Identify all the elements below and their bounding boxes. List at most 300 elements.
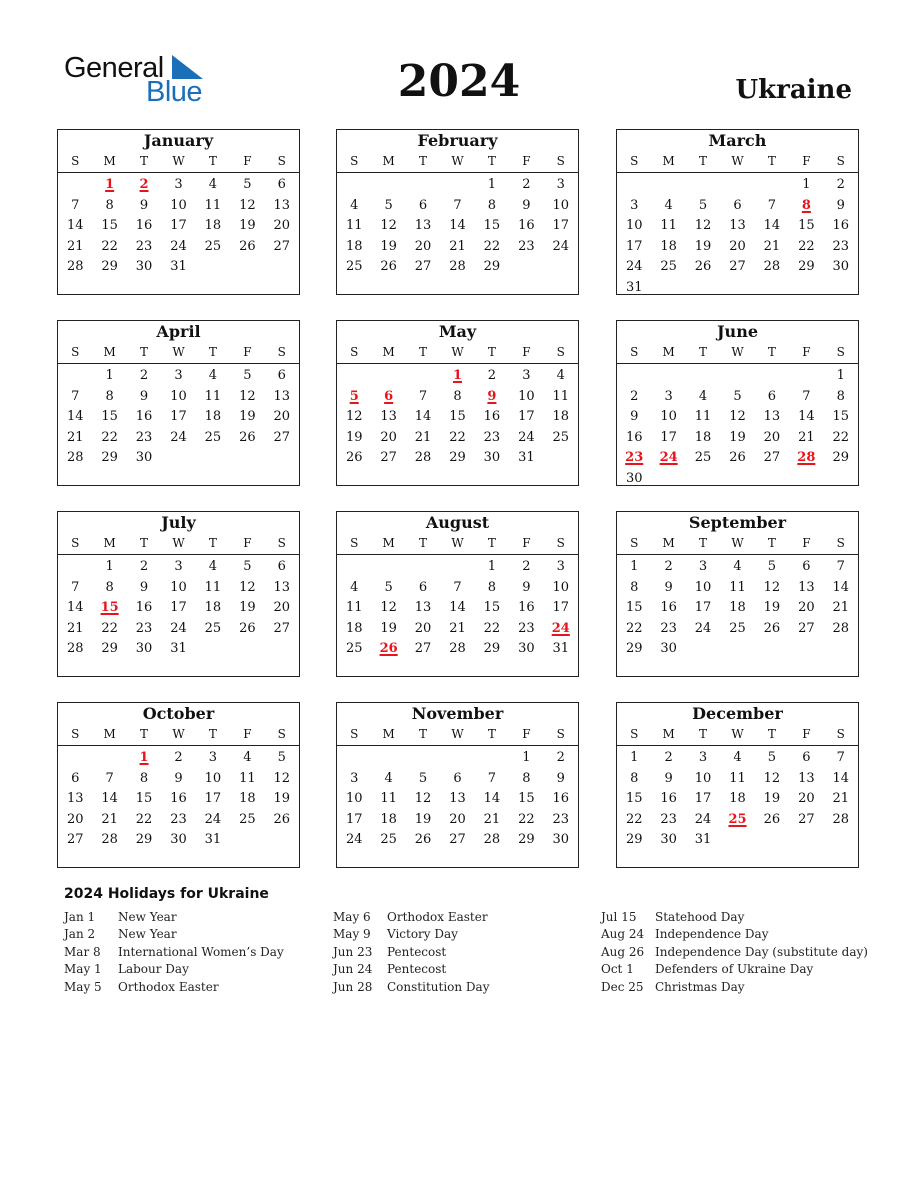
month-september (616, 511, 859, 677)
weekday-header (58, 727, 299, 741)
weekday-label: F (243, 536, 252, 550)
day-cell: 9 (139, 388, 149, 404)
holiday-day-cell: 1 (452, 368, 463, 383)
empty-cell (440, 748, 474, 769)
empty-cell (406, 557, 440, 578)
weekday-label: M (382, 345, 395, 359)
month-may (336, 320, 579, 486)
day-cell: 23 (660, 811, 677, 827)
holiday-day-cell: 6 (384, 388, 394, 404)
day-grid (617, 175, 858, 299)
holiday-date: Aug 26 (601, 944, 645, 959)
month-name: May (438, 322, 477, 341)
month-january (57, 129, 300, 295)
day-cell: 8 (453, 388, 462, 404)
day-cell: 3 (698, 559, 708, 574)
holiday-name: Victory Day (387, 927, 458, 942)
month-december (616, 702, 859, 868)
holiday-name: Pentecost (387, 944, 447, 959)
weekday-label: T (699, 345, 708, 359)
day-cell: 23 (135, 238, 153, 254)
day-cell: 28 (101, 832, 118, 848)
empty-cell (371, 557, 405, 578)
day-cell: 6 (453, 770, 462, 786)
weekday-label: M (382, 154, 395, 168)
holiday-name: Christmas Day (655, 979, 745, 994)
weekday-header (337, 154, 578, 168)
holiday-day-cell: 26 (379, 641, 398, 657)
day-cell: 30 (552, 832, 570, 848)
weekday-label: W (172, 536, 185, 550)
day-cell: 13 (414, 218, 432, 234)
holiday-day-cell: 2 (139, 177, 149, 192)
day-cell: 31 (170, 259, 187, 275)
holiday-day-cell: 24 (551, 620, 570, 636)
day-cell: 12 (763, 579, 781, 595)
day-cell: 15 (625, 791, 643, 807)
day-cell: 16 (660, 600, 677, 616)
day-cell: 25 (204, 238, 222, 254)
day-cell: 9 (836, 197, 845, 213)
header-divider (337, 172, 578, 173)
day-cell: 8 (630, 579, 639, 595)
day-cell: 5 (243, 559, 252, 574)
day-cell: 12 (380, 218, 397, 234)
day-cell: 2 (836, 177, 845, 192)
holiday-day-cell: 5 (349, 388, 359, 404)
header-divider (617, 172, 858, 173)
weekday-label: S (277, 345, 286, 359)
weekday-header (58, 345, 299, 359)
month-june (616, 320, 859, 486)
day-cell: 22 (625, 620, 643, 636)
day-cell: 23 (832, 238, 850, 254)
day-cell: 3 (556, 559, 565, 574)
day-cell: 17 (170, 409, 187, 425)
day-cell: 30 (483, 450, 501, 466)
day-cell: 10 (552, 579, 570, 595)
day-cell: 13 (414, 600, 432, 616)
day-cell: 31 (552, 641, 570, 657)
empty-cell (92, 748, 126, 769)
weekday-label: S (350, 727, 359, 741)
day-cell: 6 (767, 388, 777, 404)
day-cell: 17 (170, 600, 187, 616)
day-cell: 9 (664, 579, 673, 595)
day-cell: 29 (483, 259, 501, 275)
holiday-date: Jun 23 (333, 944, 373, 959)
day-cell: 14 (483, 791, 501, 807)
day-cell: 13 (449, 791, 466, 807)
weekday-label: M (103, 154, 116, 168)
day-cell: 12 (414, 791, 432, 807)
day-cell: 11 (204, 579, 222, 595)
month-october (57, 702, 300, 868)
day-cell: 22 (483, 238, 501, 254)
day-cell: 4 (664, 197, 673, 213)
day-cell: 18 (660, 238, 677, 254)
day-cell: 20 (273, 409, 291, 425)
empty-cell (406, 748, 440, 769)
day-grid (337, 748, 578, 851)
day-cell: 3 (664, 388, 673, 404)
weekday-label: T (208, 154, 217, 168)
day-cell: 24 (170, 429, 187, 445)
day-cell: 11 (694, 409, 712, 425)
day-cell: 2 (139, 559, 149, 574)
day-cell: 7 (71, 579, 80, 595)
day-cell: 19 (273, 791, 291, 807)
day-cell: 2 (522, 559, 531, 574)
day-cell: 6 (802, 559, 811, 574)
day-cell: 6 (418, 197, 428, 213)
day-cell: 15 (518, 791, 535, 807)
day-cell: 9 (139, 579, 149, 595)
day-cell: 25 (552, 429, 570, 445)
day-cell: 5 (243, 177, 252, 192)
weekday-label: M (662, 536, 675, 550)
weekday-label: S (71, 154, 80, 168)
header-divider (617, 363, 858, 364)
day-cell: 18 (204, 409, 222, 425)
day-cell: 12 (694, 218, 712, 234)
day-cell: 11 (239, 770, 256, 786)
weekday-label: W (451, 154, 464, 168)
day-cell: 3 (208, 750, 218, 765)
day-cell: 10 (170, 388, 187, 404)
header-divider (58, 554, 299, 555)
holiday-day-cell: 15 (100, 600, 119, 616)
day-cell: 17 (345, 811, 363, 827)
country-label: Ukraine (735, 75, 852, 105)
weekday-label: S (556, 345, 565, 359)
holiday-date: May 5 (64, 979, 102, 994)
holiday-name: New Year (118, 927, 177, 942)
month-march (616, 129, 859, 295)
day-cell: 20 (380, 429, 397, 445)
month-name: June (716, 322, 758, 341)
day-cell: 18 (729, 791, 746, 807)
day-cell: 1 (630, 750, 639, 765)
day-cell: 5 (418, 770, 428, 786)
day-cell: 26 (239, 238, 256, 254)
day-cell: 11 (380, 791, 397, 807)
day-cell: 10 (660, 409, 677, 425)
day-cell: 28 (66, 259, 84, 275)
day-cell: 31 (170, 641, 187, 657)
day-cell: 7 (767, 197, 777, 213)
empty-cell (440, 557, 474, 578)
day-cell: 5 (384, 197, 393, 213)
weekday-label: M (662, 154, 675, 168)
weekday-label: T (419, 727, 428, 741)
holiday-date: Jun 28 (333, 979, 373, 994)
holiday-name: New Year (118, 910, 177, 924)
day-grid (337, 557, 578, 660)
day-cell: 10 (345, 791, 363, 807)
weekday-label: S (556, 536, 565, 550)
day-cell: 8 (139, 770, 149, 786)
weekday-label: M (662, 727, 675, 741)
day-cell: 29 (101, 641, 118, 657)
holiday-date: May 1 (64, 962, 102, 977)
day-cell: 2 (664, 750, 673, 765)
weekday-header (617, 727, 858, 741)
day-cell: 29 (798, 259, 815, 275)
weekday-label: S (556, 154, 565, 168)
day-cell: 19 (239, 218, 256, 234)
holiday-date: Oct 1 (601, 962, 634, 977)
weekday-label: S (277, 154, 286, 168)
day-cell: 28 (483, 832, 501, 848)
day-cell: 5 (733, 388, 742, 404)
day-cell: 4 (556, 368, 565, 383)
day-grid (58, 557, 299, 660)
weekday-label: T (767, 154, 776, 168)
day-cell: 28 (763, 259, 781, 275)
day-cell: 27 (414, 641, 432, 657)
day-cell: 21 (483, 811, 501, 827)
day-cell: 8 (522, 770, 531, 786)
day-cell: 3 (174, 559, 183, 574)
day-cell: 14 (832, 770, 850, 786)
holiday-date: May 9 (333, 927, 371, 942)
day-cell: 14 (66, 409, 84, 425)
weekday-label: S (350, 536, 359, 550)
holiday-day-cell: 1 (139, 750, 149, 765)
day-cell: 9 (522, 197, 531, 213)
day-cell: 22 (101, 429, 118, 445)
day-cell: 19 (239, 409, 256, 425)
weekday-label: T (699, 727, 708, 741)
day-cell: 23 (135, 429, 153, 445)
day-cell: 8 (105, 388, 114, 404)
day-cell: 4 (350, 197, 359, 213)
weekday-label: S (71, 345, 80, 359)
day-cell: 29 (135, 832, 153, 848)
day-cell: 22 (625, 811, 643, 827)
day-cell: 15 (101, 218, 118, 234)
month-name: March (708, 131, 767, 150)
day-cell: 27 (798, 811, 815, 827)
weekday-label: S (556, 727, 565, 741)
day-cell: 3 (350, 770, 359, 786)
weekday-label: T (767, 345, 776, 359)
weekday-label: T (419, 536, 428, 550)
day-cell: 20 (449, 811, 466, 827)
day-cell: 12 (239, 579, 256, 595)
day-cell: 22 (518, 811, 535, 827)
header-divider (617, 554, 858, 555)
month-name: January (143, 131, 214, 150)
day-cell: 3 (522, 368, 531, 383)
day-cell: 26 (729, 450, 746, 466)
day-cell: 9 (174, 770, 183, 786)
day-cell: 30 (832, 259, 850, 275)
day-cell: 8 (105, 579, 114, 595)
day-cell: 30 (660, 641, 677, 657)
day-cell: 17 (170, 218, 187, 234)
day-cell: 19 (380, 620, 397, 636)
day-cell: 19 (729, 429, 746, 445)
weekday-label: S (836, 536, 845, 550)
day-cell: 10 (518, 388, 535, 404)
day-cell: 10 (170, 579, 187, 595)
day-grid (58, 366, 299, 469)
day-cell: 22 (798, 238, 815, 254)
empty-cell (337, 557, 371, 578)
day-cell: 31 (204, 832, 222, 848)
empty-cell (371, 748, 405, 769)
empty-cell (58, 175, 92, 196)
day-cell: 15 (798, 218, 815, 234)
weekday-label: W (451, 536, 464, 550)
weekday-label: M (103, 536, 116, 550)
day-cell: 20 (414, 238, 432, 254)
weekday-label: W (731, 345, 744, 359)
day-cell: 14 (449, 600, 466, 616)
day-cell: 30 (518, 641, 535, 657)
day-cell: 2 (522, 177, 531, 192)
day-cell: 27 (273, 238, 291, 254)
day-cell: 11 (660, 218, 677, 234)
weekday-label: S (71, 536, 80, 550)
day-grid (337, 366, 578, 469)
holiday-day-cell: 8 (801, 197, 811, 213)
day-cell: 5 (698, 197, 708, 213)
holidays-title: 2024 Holidays for Ukraine (64, 886, 269, 902)
header-divider (58, 745, 299, 746)
day-cell: 25 (729, 620, 746, 636)
day-cell: 29 (625, 641, 643, 657)
day-cell: 30 (135, 259, 153, 275)
day-cell: 26 (239, 429, 256, 445)
header-divider (337, 745, 578, 746)
weekday-label: W (731, 154, 744, 168)
day-cell: 3 (630, 197, 639, 213)
day-cell: 16 (518, 218, 535, 234)
day-cell: 29 (101, 450, 118, 466)
day-cell: 11 (729, 770, 746, 786)
day-cell: 28 (449, 259, 466, 275)
day-cell: 13 (273, 197, 291, 213)
day-grid (617, 557, 858, 660)
day-cell: 29 (518, 832, 535, 848)
weekday-header (617, 154, 858, 168)
header-divider (337, 363, 578, 364)
day-cell: 27 (414, 259, 432, 275)
day-cell: 22 (449, 429, 466, 445)
day-cell: 8 (836, 388, 845, 404)
day-cell: 19 (694, 238, 712, 254)
day-cell: 24 (345, 832, 363, 848)
day-cell: 5 (384, 579, 393, 595)
day-cell: 1 (105, 368, 114, 383)
day-cell: 21 (449, 238, 466, 254)
day-cell: 11 (204, 197, 222, 213)
day-cell: 3 (698, 750, 708, 765)
holiday-name: Constitution Day (387, 979, 490, 994)
day-cell: 6 (71, 770, 80, 786)
holiday-day-cell: 25 (728, 811, 747, 827)
day-cell: 4 (208, 559, 218, 574)
day-cell: 27 (273, 620, 291, 636)
day-cell: 25 (345, 259, 363, 275)
day-cell: 26 (273, 811, 291, 827)
day-cell: 17 (660, 429, 677, 445)
day-cell: 11 (345, 600, 363, 616)
day-cell: 20 (66, 811, 84, 827)
day-cell: 15 (832, 409, 850, 425)
day-cell: 8 (630, 770, 639, 786)
empty-cell (371, 175, 405, 196)
day-cell: 16 (483, 409, 501, 425)
day-cell: 5 (243, 368, 252, 383)
day-cell: 22 (101, 238, 118, 254)
day-cell: 18 (380, 811, 397, 827)
day-cell: 26 (414, 832, 432, 848)
day-cell: 11 (552, 388, 570, 404)
day-cell: 25 (380, 832, 397, 848)
day-cell: 14 (832, 579, 850, 595)
day-cell: 19 (763, 791, 781, 807)
day-cell: 20 (273, 218, 291, 234)
day-cell: 27 (798, 620, 815, 636)
day-cell: 7 (487, 770, 497, 786)
day-cell: 4 (208, 368, 218, 383)
day-cell: 28 (414, 450, 432, 466)
day-cell: 21 (66, 238, 84, 254)
day-cell: 11 (204, 388, 222, 404)
day-cell: 10 (694, 579, 712, 595)
day-cell: 28 (66, 641, 84, 657)
logo-text-general: General (64, 52, 164, 84)
day-cell: 16 (518, 600, 535, 616)
day-cell: 21 (101, 811, 118, 827)
empty-cell (686, 366, 720, 387)
day-cell: 16 (135, 600, 153, 616)
month-november (336, 702, 579, 868)
day-grid (58, 175, 299, 278)
day-cell: 8 (487, 197, 497, 213)
day-cell: 20 (273, 600, 291, 616)
day-cell: 14 (763, 218, 781, 234)
weekday-label: F (802, 536, 811, 550)
month-name: October (142, 704, 215, 723)
day-cell: 18 (345, 238, 363, 254)
empty-cell (617, 175, 651, 196)
weekday-label: S (350, 154, 359, 168)
holiday-day-cell: 24 (659, 450, 678, 466)
month-february (336, 129, 579, 295)
day-cell: 4 (733, 559, 742, 574)
day-cell: 1 (522, 750, 531, 765)
weekday-label: T (140, 154, 149, 168)
day-cell: 25 (204, 429, 222, 445)
weekday-label: T (140, 345, 149, 359)
day-cell: 21 (449, 620, 466, 636)
logo-text-blue: Blue (146, 76, 203, 108)
holiday-date: Dec 25 (601, 979, 644, 994)
weekday-header (58, 154, 299, 168)
day-cell: 4 (698, 388, 708, 404)
holiday-name: Defenders of Ukraine Day (655, 962, 814, 977)
day-cell: 13 (273, 579, 291, 595)
day-cell: 1 (802, 177, 811, 192)
day-cell: 19 (380, 238, 397, 254)
day-cell: 5 (767, 750, 777, 765)
holiday-date: Mar 8 (64, 944, 101, 959)
